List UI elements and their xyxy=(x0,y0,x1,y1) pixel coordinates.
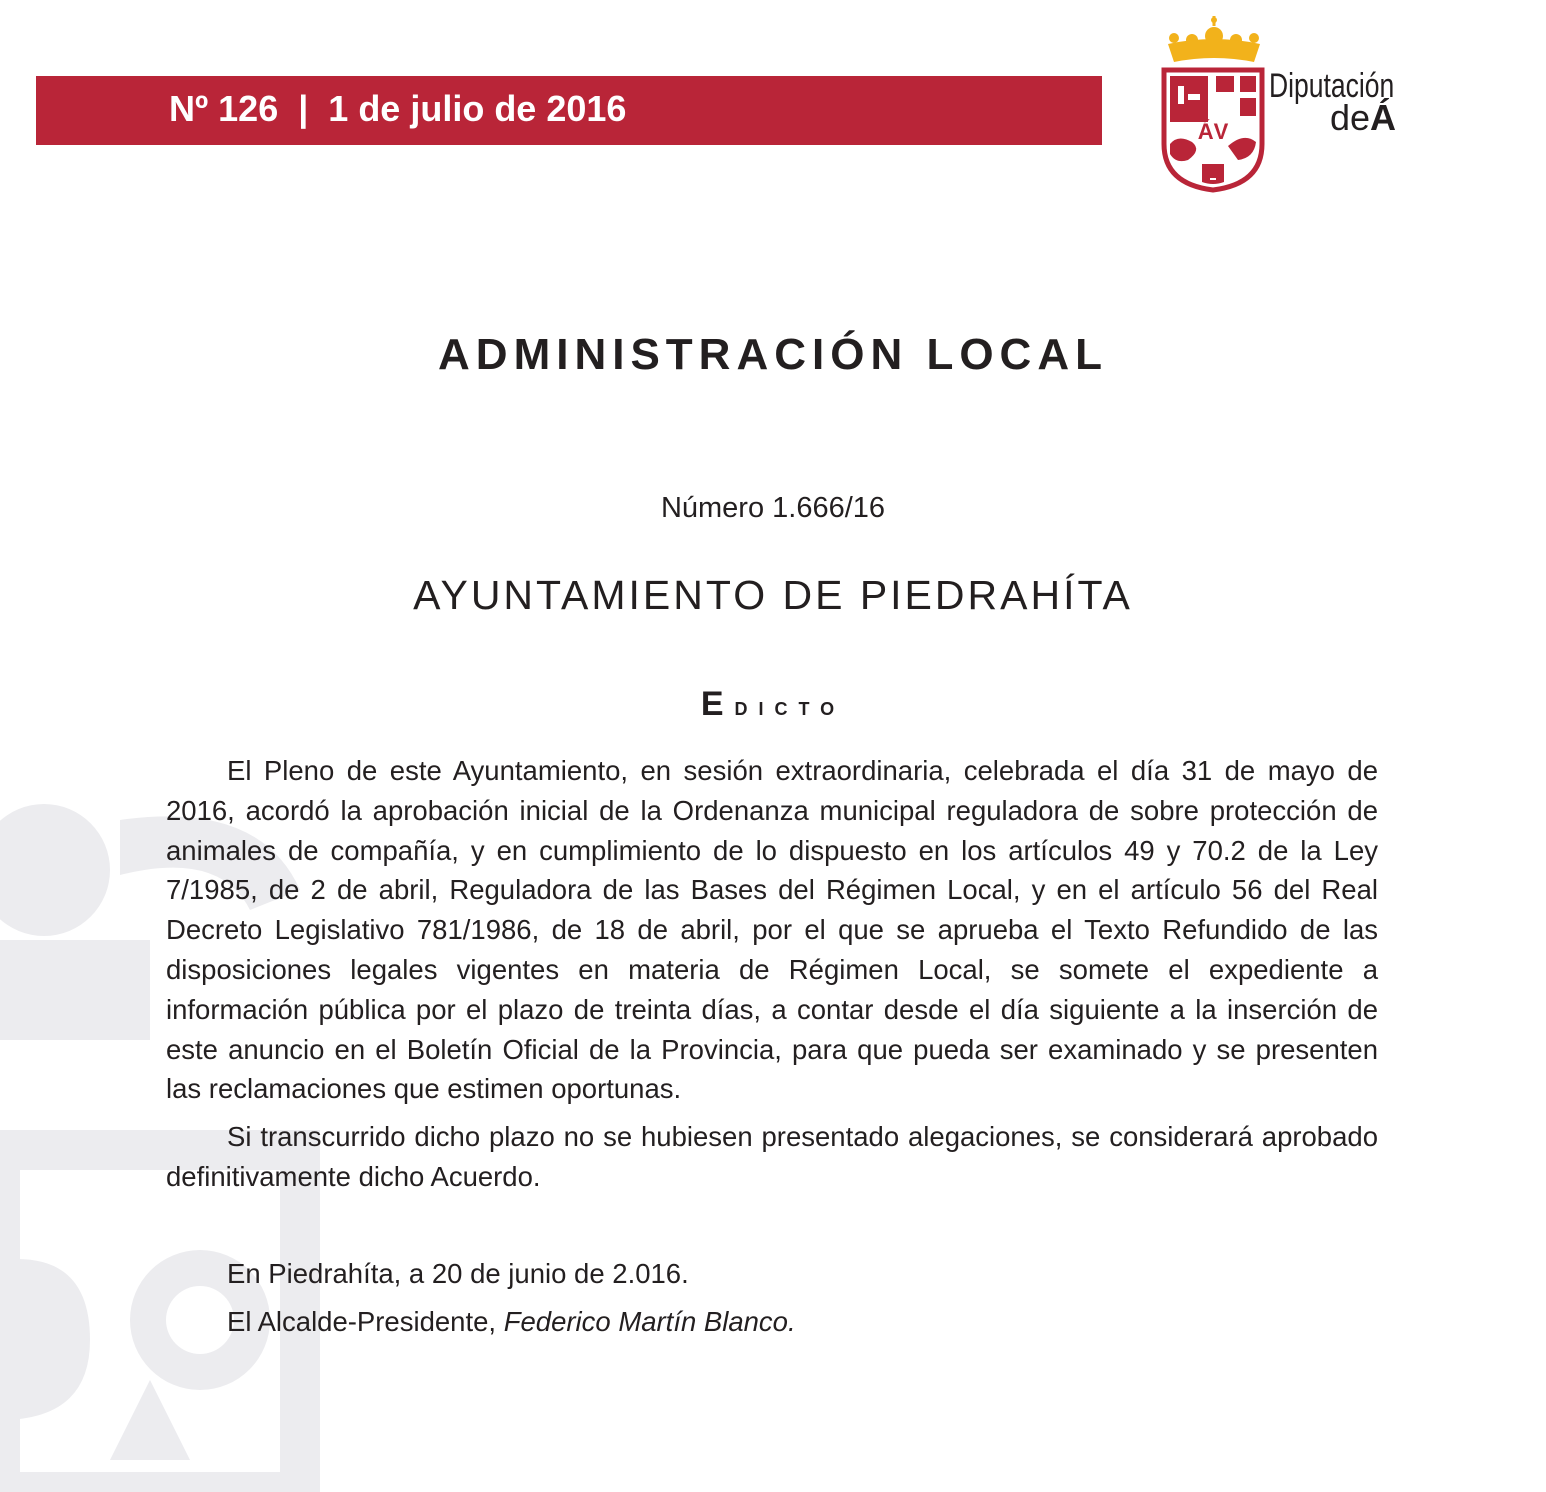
logo-text-de: deÁ xyxy=(1330,97,1397,138)
document-type: Edicto xyxy=(700,685,846,723)
signer-name: Federico Martín Blanco. xyxy=(503,1306,796,1337)
body-paragraph: El Pleno de este Ayuntamiento, en sesión extraordinaria, celebrada el día 31 de mayo de 2016, acordó la aprobación inicial de la Ordenanza municipal reguladora de sobre protección de animales de compañía, y en cumplimiento de lo dispuesto en los artículos 49 y 70.2 de la Ley 7/1985, de 2 de abril, Reguladora de las Bases del Régimen Local, y en el artículo 56 del Real Decreto Legislativo 781/1986, de 18 de abril, por el que se aprueba el Texto Refundido de las disposiciones legales vigentes en materia de Régimen Local, se somete el expediente a información pública por el plazo de treinta días, a contar desde el día siguiente a la inserción de este anuncio en el Boletín Oficial de la Provincia, para que pueda ser examinado y se presenten las reclamaciones que estimen oportunas. xyxy=(166,755,1378,1105)
coat-of-arms-icon xyxy=(1158,14,1268,194)
issue-number-date: Nº 126 | 1 de julio de 2016 xyxy=(169,88,627,129)
section-title: ADMINISTRACIÓN LOCAL xyxy=(438,330,1108,379)
shield-monogram: ÁV xyxy=(1197,119,1229,144)
place-date: En Piedrahíta, a 20 de junio de 2.016. xyxy=(227,1258,689,1289)
signoff-block xyxy=(227,1254,796,1342)
logo-text-diputacion: Diputación xyxy=(1269,67,1395,105)
announcement-number: Número 1.666/16 xyxy=(660,492,886,524)
issuing-entity: AYUNTAMIENTO DE PIEDRAHÍTA xyxy=(413,572,1133,618)
announcement-body xyxy=(166,751,1378,1205)
signature-line xyxy=(227,1302,796,1342)
body-paragraph: Si transcurrido dicho plazo no se hubiesen presentado alegaciones, se considerará aprobado definitivamente dicho Acuerdo. xyxy=(166,1121,1378,1192)
diputacion-logo xyxy=(1158,14,1397,194)
signer-title: El Alcalde-Presidente, xyxy=(227,1306,504,1337)
issue-header-bar xyxy=(36,76,1102,145)
